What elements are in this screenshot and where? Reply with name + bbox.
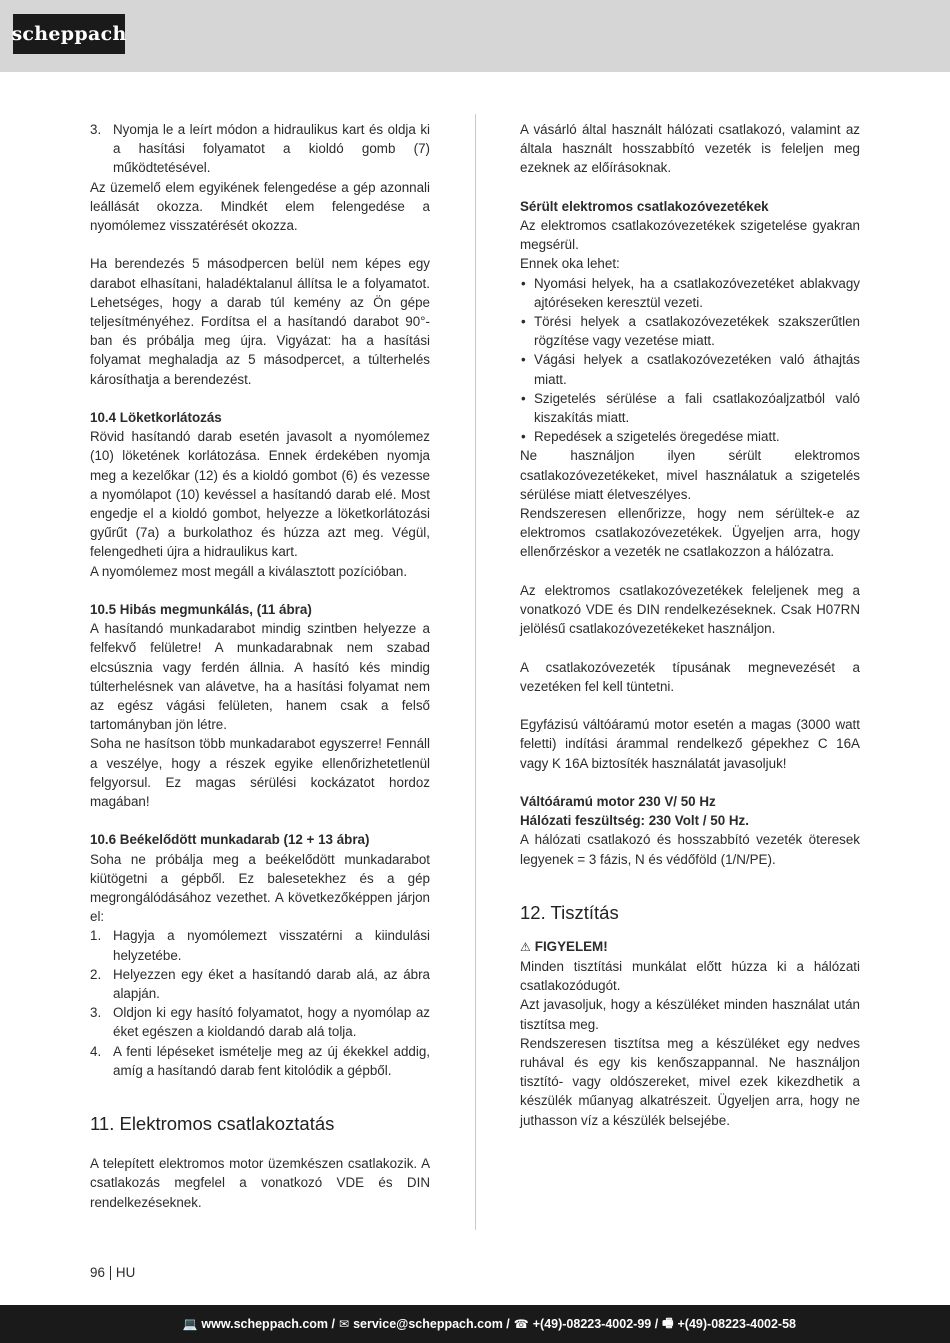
step-number: 1. [90, 928, 102, 944]
bullet-dot-icon: • [521, 275, 526, 291]
website-link[interactable]: www.scheppach.com / [201, 1317, 335, 1331]
motor-spec: Váltóáramú motor 230 V/ 50 Hz [520, 794, 716, 810]
bullet-item: • Törési helyek a csatlakozóvezetékek szakszerűtlen rögzítése vagy vezetése miatt. [521, 314, 860, 349]
paragraph: Ne használjon ilyen sérült elektromos csatlakozóvezetékeket, mivel használatuk a szigetelés sérülése miatt életveszélyes. [520, 448, 860, 502]
bullet-item: • Szigetelés sérülése a fali csatlakozóaljzatból való kiszakítás miatt. [521, 390, 860, 426]
chapter-heading-12: 12. Tisztítás [520, 901, 619, 923]
email-link[interactable]: service@scheppach.com / [353, 1317, 510, 1331]
header-bar [0, 0, 950, 72]
warning-label: ⚠ FIGYELEM! [520, 937, 860, 957]
paragraph: Rövid hasítandó darab esetén javasolt a nyomólemez (10) löketének korlátozása. Ennek érdekében nyomja meg a kezelőkar (12) és a kioldó gombot (6) és vezesse a nyomólapot (10) kevéssel a hasítandó darab elé. Most engedje el a kioldó gombot, helyezze a löketkorlátozási gyűrűt (7a) a burkolathoz és húzza azt meg. Végül, felengedheti újra a hidraulikus kart. [90, 429, 430, 560]
chapter-heading-11: 11. Elektromos csatlakoztatás [90, 1113, 335, 1135]
warning-triangle-icon: ⚠ [520, 939, 531, 954]
paragraph: Az elektromos csatlakozóvezetékek feleljenek meg a vonatkozó VDE és DIN rendelkezéseknek. Csak H07RN jelölésű csatlakozóvezetékeket használjon. [520, 582, 860, 637]
section-heading-10-5: 10.5 Hibás megmunkálás, (11 ábra) [90, 602, 312, 618]
step-number: 3. [90, 122, 102, 137]
column-divider [475, 114, 476, 1230]
paragraph: Rendszeresen ellenőrizze, hogy nem sérültek-e az elektromos csatlakozóvezetékek. Ügyeljen arra, hogy ellenőrzéskor a vezeték ne csatlakozzon a hálózatra. [520, 506, 860, 560]
paragraph: Az üzemelő elem egyikének felengedése a gép azonnali leállását okozza. Mindkét elem felengedése a nyomólemez visszatérését okozza. [90, 179, 430, 234]
step-number: 3. [90, 1005, 102, 1021]
step-number: 2. [90, 966, 102, 982]
bullet-dot-icon: • [521, 314, 526, 330]
page-number: 96 HU [90, 1265, 136, 1280]
bullet-dot-icon: • [521, 390, 526, 406]
paragraph: Azt javasoljuk, hogy a készüléket minden használat után tisztítsa meg. [520, 997, 860, 1032]
step-3-item [90, 120, 430, 178]
paragraph: Ennek oka lehet: [520, 256, 620, 272]
bullet-dot-icon: • [521, 429, 526, 445]
step-text: Helyezzen egy éket a hasítandó darab alá, az ábra alapján. [113, 966, 430, 1002]
bullet-item: • Vágási helyek a csatlakozóvezetéken való áthajtás miatt. [521, 352, 860, 387]
left-column [90, 120, 430, 1212]
step-number: 4. [90, 1043, 102, 1059]
section-heading-10-4: 10.4 Löketkorlátozás [90, 410, 222, 426]
section-heading-10-6: 10.6 Beékelődött munkadarab (12 + 13 ábra) [90, 832, 370, 848]
list-item [90, 965, 430, 1003]
fax-icon: 🖷 [662, 1315, 674, 1330]
step-text: Oldjon ki egy hasító folyamatot, hogy a nyomólap az éket egészen a kioldandó darab alá tolja. [113, 1005, 430, 1040]
paragraph: Az elektromos csatlakozóvezetékek szigetelése gyakran megsérül. [520, 218, 860, 253]
paragraph: A vásárló által használt hálózati csatlakozó, valamint az általa használt hosszabbító vezeték is feleljen meg ezeknek az előírásoknak. [520, 122, 860, 176]
scheppach-logo[interactable]: scheppach [13, 14, 125, 54]
step-text: Nyomja le a leírt módon a hidraulikus kart és oldja ki a hasítási folyamatot a kioldó gomb (7) működtetésével. [113, 122, 430, 176]
right-column [520, 120, 860, 1130]
list-item [90, 1042, 430, 1080]
paragraph: A csatlakozóvezeték típusának megnevezését a vezetéken fel kell tüntetni. [520, 659, 860, 694]
phone-number: +(49)-08223-4002-99 / [532, 1317, 659, 1331]
bullet-item: • Repedések a szigetelés öregedése miatt. [520, 427, 860, 446]
paragraph: Soha ne próbálja meg a beékelődött munkadarabot kiütögetni a gépből. Ez balesetekhez és a gép megrongálódásához vezethet. A következőképpen járjon el: [90, 851, 430, 925]
computer-icon: 💻 [182, 1317, 198, 1331]
paragraph: A telepített elektromos motor üzemkészen csatlakozik. A csatlakozás megfelel a vonatkozó VDE és DIN rendelkezéseknek. [90, 1156, 430, 1210]
phone-icon: ☎ [513, 1317, 529, 1331]
bullet-dot-icon: • [521, 352, 526, 368]
fax-number: +(49)-08223-4002-58 [677, 1317, 796, 1331]
page-separator [110, 1266, 111, 1280]
paragraph: Ha berendezés 5 másodpercen belül nem képes egy darabot elhasítani, haladéktalanul állítsa le a folyamatot. Lehetséges, hogy a darab túl kemény az Ön gépe teljesítményéhez. Fordítsa el a hasítandó darabot 90°-ban és próbálja meg újra. Vigyázat: ha a hasítási folyamat meghaladja az 5 másodpercet, a túlterhelés károsíthatja a berendezést. [90, 256, 430, 387]
section-heading-damaged-cables: Sérült elektromos csatlakozóvezetékek [520, 198, 769, 214]
step-text: Hagyja a nyomólemezt visszatérni a kiindulási helyzetébe. [113, 928, 430, 963]
footer-bar [0, 1305, 950, 1343]
paragraph: Minden tisztítási munkálat előtt húzza ki a hálózati csatlakozódugót. [520, 959, 860, 994]
email-icon: ✉ [339, 1317, 350, 1331]
list-item [90, 926, 430, 964]
paragraph: A hasítandó munkadarabot mindig szintben helyezze a felfekvő felületre! A munkadarabnak nem szabad elcsúsznia vagy ferdén állnia. A hasító kés mindig túlterhelésnek van alávetve, ha a hasítási folyamat nem az egész vágási felületen, hanem csak a felső tartományban jön létre. [90, 621, 430, 733]
paragraph: A nyomólemez most megáll a kiválasztott pozícióban. [90, 563, 408, 579]
paragraph: Egyfázisú váltóáramú motor esetén a magas (3000 watt feletti) indítási árammal rendelkező gépekhez C 16A vagy K 16A biztosíték használatát javasoljuk! [520, 717, 860, 771]
step-text: A fenti lépéseket ismételje meg az új ékekkel addig, amíg a hasítandó darab fent kitolódik a gépből. [113, 1043, 430, 1078]
bullet-item: • Nyomási helyek, ha a csatlakozóvezetéket ablakvagy ajtóréseken keresztül vezeti. [521, 275, 860, 310]
paragraph: A hálózati csatlakozó és hosszabbító vezeték öteresek legyenek = 3 fázis, N és védőföld (1/N/PE). [520, 832, 860, 867]
paragraph: Soha ne hasítson több munkadarabot egyszerre! Fennáll a veszélye, hogy a részek egyike ellenőrizhetetlenül felgyorsul. Ez magas sérülési kockázatot hordoz magában! [90, 736, 430, 810]
list-item [90, 1003, 430, 1041]
voltage-spec: Hálózati feszültség: 230 Volt / 50 Hz. [520, 813, 749, 829]
paragraph: Rendszeresen tisztítsa meg a készüléket egy nedves ruhával és egy kis kenőszappannal. Ne használjon tisztító- vagy oldószereket, mivel ezek kikezdhetik a készülék műanyag alkatrészeit. Ügyeljen arra, hogy ne juthasson víz a készülék belsejébe. [520, 1035, 860, 1128]
